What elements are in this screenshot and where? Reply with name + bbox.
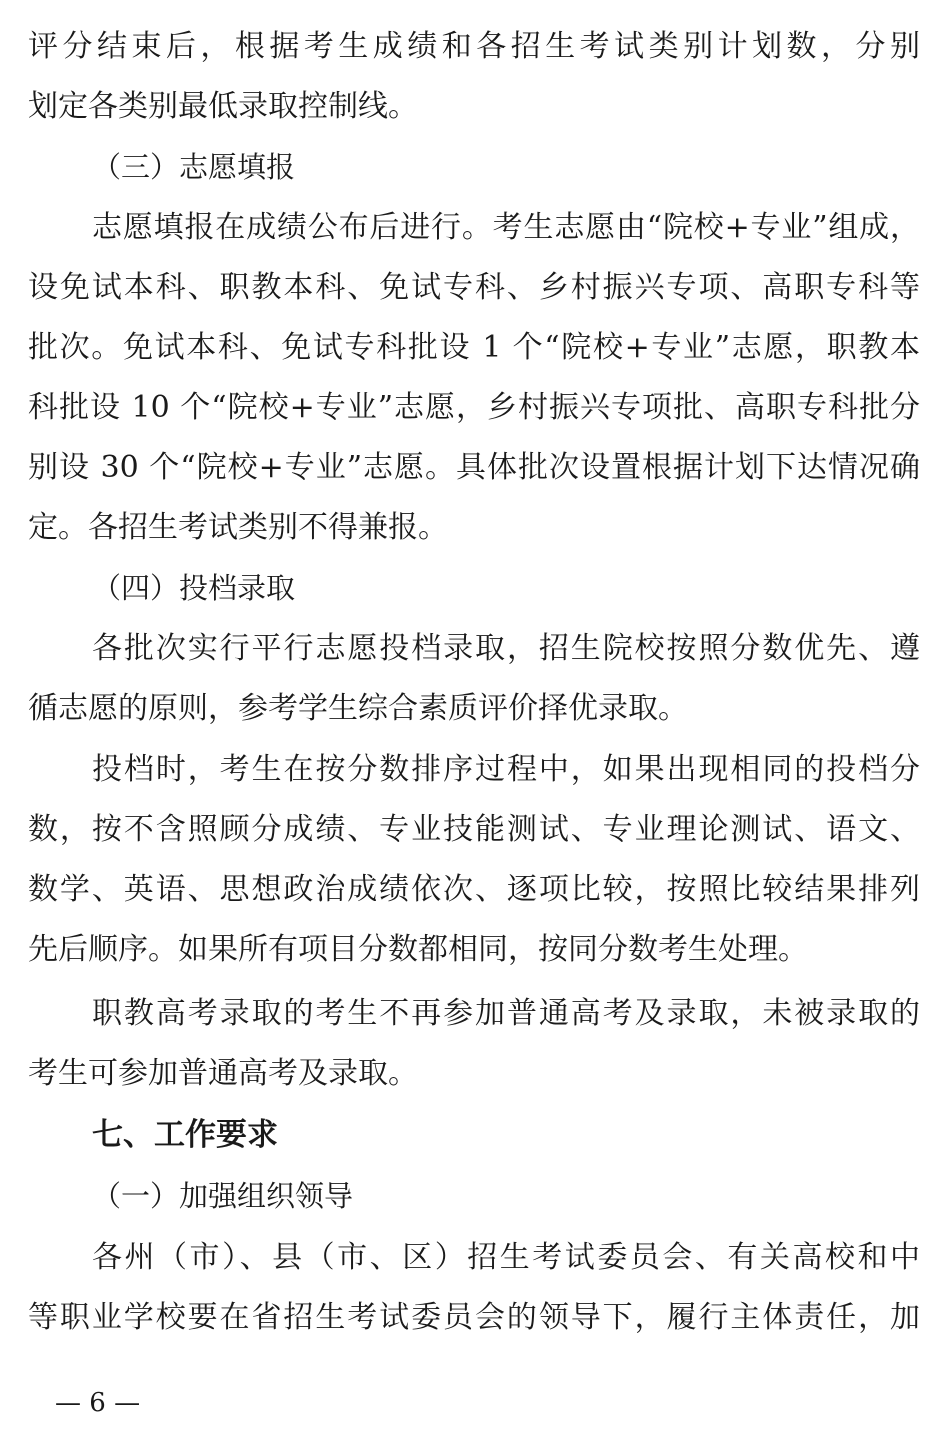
body-text-line: 考生可参加普通高考及录取。 [28, 1056, 418, 1091]
body-text-line: 投档时，考生在按分数排序过程中，如果出现相同的投档分 [92, 752, 920, 787]
body-text-line: 等职业学校要在省招生考试委员会的领导下，履行主体责任，加 [28, 1300, 920, 1335]
body-text-line: 数，按不含照顾分成绩、专业技能测试、专业理论测试、语文、 [28, 812, 920, 847]
body-text-line: 先后顺序。如果所有项目分数都相同，按同分数考生处理。 [28, 932, 808, 967]
body-text-line: 设免试本科、职教本科、免试专科、乡村振兴专项、高职专科等 [28, 270, 920, 305]
body-text-line: 各州（市）、县（市、区）招生考试委员会、有关高校和中 [92, 1240, 920, 1275]
body-text-line: 职教高考录取的考生不再参加普通高考及录取，未被录取的 [92, 996, 920, 1031]
section-subheading-3: （三）志愿填报 [92, 150, 296, 184]
body-text-line: 循志愿的原则，参考学生综合素质评价择优录取。 [28, 691, 688, 726]
body-text-line: 批次。免试本科、免试专科批设 1 个“院校+专业”志愿，职教本 [28, 330, 920, 365]
body-text-line: 划定各类别最低录取控制线。 [28, 89, 418, 124]
body-text-line: 定。各招生考试类别不得兼报。 [28, 510, 448, 545]
body-text-line: 评分结束后，根据考生成绩和各招生考试类别计划数，分别 [28, 29, 920, 64]
page-number: — 6 — [55, 1388, 141, 1418]
section-subheading-4: （四）投档录取 [92, 571, 296, 605]
body-text-line: 科批设 10 个“院校+专业”志愿，乡村振兴专项批、高职专科批分 [28, 390, 920, 425]
body-text-line: 别设 30 个“院校+专业”志愿。具体批次设置根据计划下达情况确 [28, 450, 920, 485]
body-text-line: 志愿填报在成绩公布后进行。考生志愿由“院校+专业”组成， [92, 210, 920, 245]
section-subheading-1: （一）加强组织领导 [92, 1179, 354, 1213]
body-text-line: 数学、英语、思想政治成绩依次、逐项比较，按照比较结果排列 [28, 872, 920, 907]
section-heading-7: 七、工作要求 [92, 1117, 278, 1153]
body-text-line: 各批次实行平行志愿投档录取，招生院校按照分数优先、遵 [92, 631, 920, 666]
